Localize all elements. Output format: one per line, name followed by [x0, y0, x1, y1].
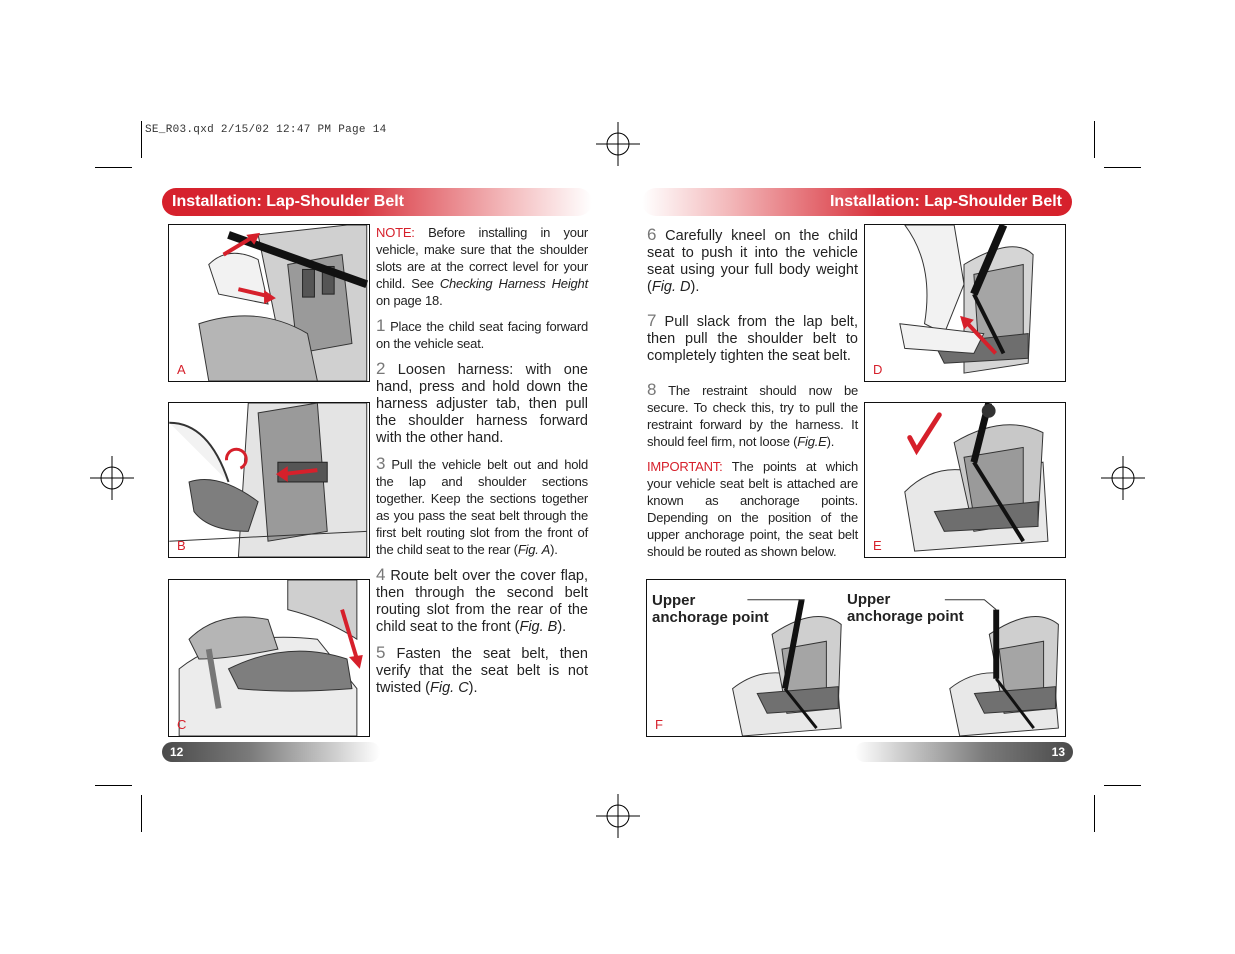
crop-mark — [141, 795, 142, 832]
step-text: ). — [826, 434, 835, 449]
figure-b — [168, 402, 370, 558]
seat-belt-illustration-icon — [865, 225, 1065, 381]
crop-mark — [1104, 785, 1141, 786]
file-slug: SE_R03.qxd 2/15/02 12:47 PM Page 14 — [145, 124, 387, 136]
figure-reference: Fig. C — [430, 680, 469, 696]
step-number: 8 — [647, 380, 657, 399]
anchorage-label-2 — [847, 591, 964, 625]
figure-label: F — [655, 717, 663, 732]
note-label: NOTE: — [376, 225, 415, 240]
left-text-column — [376, 224, 588, 705]
step-text: Place the child seat facing forward on the vehicle seat. — [376, 319, 588, 351]
crop-mark — [1104, 167, 1141, 168]
anchorage-label-line: anchorage point — [847, 608, 964, 625]
anchorage-label-line: anchorage point — [652, 609, 769, 626]
figure-c — [168, 579, 370, 737]
registration-mark-icon — [596, 794, 640, 838]
step-text: ). — [557, 619, 567, 635]
step-number: 5 — [376, 643, 386, 662]
note-text: Before installing in your vehicle, make sure that the shoulder slots are at the correct level for your child. See — [376, 225, 588, 291]
figure-label: D — [873, 362, 883, 377]
right-text-column — [647, 226, 858, 568]
figure-e — [864, 402, 1066, 558]
step-text: Fasten the seat belt, then verify that the seat belt is not twisted ( — [376, 646, 588, 696]
step-number: 3 — [376, 454, 386, 473]
step-number: 7 — [647, 311, 657, 330]
figure-a — [168, 224, 370, 382]
seat-belt-illustration-icon — [169, 225, 369, 381]
seat-belt-illustration-icon — [169, 403, 369, 557]
note-reference: Checking Harness Height — [439, 276, 588, 291]
figure-reference: Fig. B — [519, 619, 558, 635]
crop-mark — [1094, 795, 1095, 832]
step-text: The restraint should now be secure. To check this, try to pull the restraint forward by the harness. It should feel firm, not loose ( — [647, 383, 858, 449]
anchorage-label-line: Upper — [847, 591, 891, 608]
left-page-number: 12 — [162, 742, 380, 762]
important-text: The points at which your vehicle seat belt is attached are known as anchorage points. Depending on the position of the upper anchorage point, the seat belt should be routed as shown below. — [647, 459, 858, 559]
step-text: Pull the vehicle belt out and hold the lap and shoulder sections together. Keep the sections together as you pass the seat belt through the first belt routing slot from the front of the child seat to the rear ( — [376, 457, 588, 557]
registration-mark-icon — [90, 456, 134, 500]
right-page-number: 13 — [855, 742, 1073, 762]
note-text: on page 18. — [376, 293, 443, 308]
seat-belt-illustration-icon — [169, 580, 369, 736]
figure-reference: Fig.E — [797, 434, 827, 449]
step-text: ). — [690, 279, 700, 295]
crop-mark — [95, 167, 132, 168]
registration-mark-icon — [1101, 456, 1145, 500]
step-text: Carefully kneel on the child seat to push it into the vehicle seat using your full body weight ( — [647, 228, 858, 295]
step-text: Route belt over the cover flap, then through the second belt routing slot from the rear of the child seat to the front ( — [376, 568, 588, 635]
right-page-header: Installation: Lap-Shoulder Belt — [642, 188, 1072, 216]
figure-label: E — [873, 538, 882, 553]
figure-reference: Fig. A — [517, 542, 551, 557]
figure-reference: Fig. D — [651, 279, 691, 295]
step-number: 4 — [376, 565, 386, 584]
step-number: 6 — [647, 225, 657, 244]
figure-f — [646, 579, 1066, 737]
figure-label: C — [177, 717, 187, 732]
anchorage-label-1 — [652, 592, 769, 626]
step-text: Loosen harness: with one hand, press and hold down the harness adjuster tab, then pull the shoulder harness forward with the other hand. — [376, 362, 588, 446]
crop-mark — [95, 785, 132, 786]
crop-mark — [1094, 121, 1095, 158]
step-number: 2 — [376, 359, 386, 378]
step-text: Pull slack from the lap belt, then pull the shoulder belt to completely tighten the seat belt. — [647, 314, 858, 364]
step-text: ). — [550, 542, 558, 557]
left-page-header: Installation: Lap-Shoulder Belt — [162, 188, 592, 216]
anchorage-label-line: Upper — [652, 592, 696, 609]
figure-label: B — [177, 538, 186, 553]
step-number: 1 — [376, 316, 386, 335]
step-text: ). — [468, 680, 478, 696]
seat-belt-illustration-icon — [865, 403, 1065, 557]
important-label: IMPORTANT: — [647, 459, 723, 474]
crop-mark — [141, 121, 142, 158]
figure-label: A — [177, 362, 186, 377]
registration-mark-icon — [596, 122, 640, 166]
figure-d — [864, 224, 1066, 382]
